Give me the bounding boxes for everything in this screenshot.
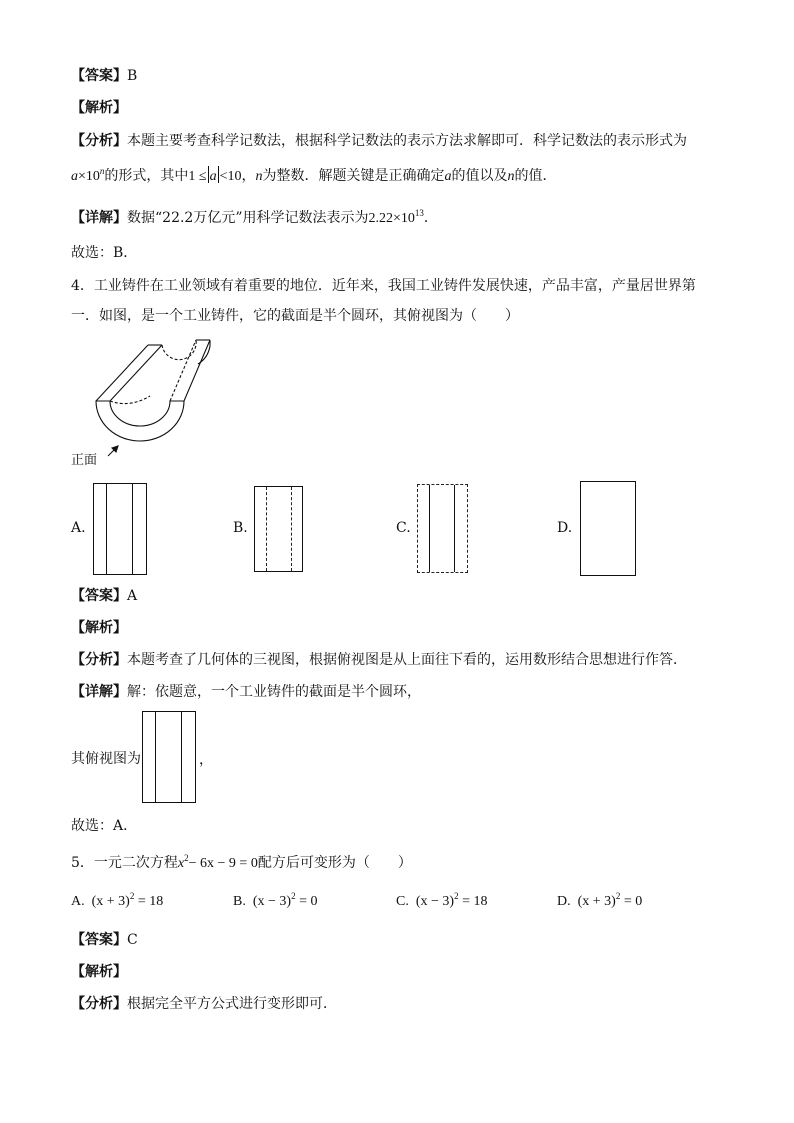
option-c-label: C.	[396, 520, 411, 536]
q3-fenxi-line	[71, 131, 687, 151]
option-label: B.	[233, 894, 246, 909]
integer-text: 为整数．解题关键是正确确定	[262, 168, 445, 184]
q5-fenxi-line	[71, 994, 337, 1014]
analysis-tag: 【解析】	[71, 100, 127, 116]
value-end: 的值．	[514, 168, 557, 184]
option-c-view	[417, 484, 468, 573]
q4-choose-line	[71, 816, 137, 836]
answer-tag: 【答案】	[71, 68, 127, 84]
front-label: 正面	[71, 453, 98, 468]
answer-tag: 【答案】	[71, 932, 127, 948]
equation-x: x	[177, 856, 185, 871]
dashed-line	[266, 487, 267, 571]
q4-view-line	[71, 749, 141, 769]
option-a-view	[93, 483, 147, 575]
form-text: 的形式，其中	[104, 168, 189, 184]
fenxi-text: 本题主要考查科学记数法，根据科学记数法的表示方法求解即可．科学记数法的表示形式为	[127, 133, 687, 149]
q4-stem-line-2	[71, 306, 519, 326]
option-lhs: (x + 3)	[577, 894, 616, 909]
n-var: n	[255, 169, 263, 184]
q5-stem-line	[71, 853, 412, 874]
solid-line	[132, 484, 133, 574]
fenxi-text: 本题考查了几何体的三视图，根据俯视图是从上面往下看的，运用数形结合思想进行作答．	[127, 652, 687, 668]
answer-top-view	[142, 711, 196, 803]
answer-value: C	[127, 932, 138, 948]
xiangjie-tag: 【详解】	[71, 684, 127, 700]
option-label: D.	[557, 894, 571, 909]
option-label: A.	[71, 894, 85, 909]
q3-answer-line	[71, 66, 137, 86]
sci-base: 2.22×10	[368, 211, 415, 226]
fenxi-text: 根据完全平方公式进行变形即可．	[127, 996, 337, 1012]
fenxi-tag: 【分析】	[71, 996, 127, 1012]
q5-option-d	[557, 891, 643, 910]
view-text: 其俯视图为	[71, 751, 141, 767]
formula-times10: ×10	[78, 169, 100, 184]
option-b-view	[254, 486, 303, 572]
q4-xiangjie-line	[71, 682, 421, 702]
q3-fenxi-line-2	[71, 166, 557, 187]
ineq-a: a	[209, 169, 217, 184]
option-exp: 2	[454, 891, 459, 901]
choose-text: 故选：B．	[71, 245, 138, 261]
q4-analysis-heading	[71, 618, 127, 638]
front-face	[96, 401, 184, 441]
option-exp: 2	[615, 891, 621, 901]
q3-xiangjie-line	[71, 208, 438, 229]
sci-end: ．	[423, 210, 438, 226]
option-exp: 2	[291, 891, 296, 901]
choose-text: 故选：A．	[71, 818, 138, 834]
formula-a: a	[71, 169, 78, 184]
q4-answer-line	[71, 586, 137, 606]
option-exp: 2	[129, 891, 135, 901]
q5-answer-line	[71, 930, 138, 950]
a-var: a	[444, 169, 452, 184]
xiangjie-text: 数据“22.2万亿元”用科学记数法表示为	[127, 210, 369, 226]
q5-option-c	[396, 891, 488, 910]
abs-bar-right	[218, 166, 219, 183]
option-lhs: (x + 3)	[91, 894, 130, 909]
ineq-right: <10	[219, 169, 242, 184]
solid-line	[429, 485, 430, 572]
view-end: ，	[199, 752, 213, 768]
option-lhs: (x − 3)	[415, 894, 455, 909]
solid-line	[181, 712, 182, 802]
q5-option-a	[71, 891, 164, 910]
q4-stem-line-1	[71, 276, 696, 296]
dashed-line	[291, 487, 292, 571]
q4-fenxi-line	[71, 650, 687, 670]
option-a-label: A.	[71, 520, 86, 536]
fenxi-tag: 【分析】	[71, 133, 127, 149]
option-d-view	[580, 481, 636, 576]
xiangjie-text: 解：依题意，一个工业铸件的截面是半个圆环，	[127, 684, 421, 700]
equation-rest: − 6x − 9 = 0	[188, 856, 258, 871]
analysis-tag: 【解析】	[71, 620, 127, 636]
option-b-label: B.	[233, 520, 248, 536]
casting-figure	[70, 336, 230, 468]
option-rhs: = 0	[623, 894, 643, 909]
q3-analysis-heading	[71, 98, 127, 118]
q4-stem-2: 一．如图，是一个工业铸件，它的截面是半个圆环，其俯视图为（ ）	[71, 308, 519, 324]
xiangjie-tag: 【详解】	[71, 210, 127, 226]
option-rhs: = 18	[137, 894, 164, 909]
option-rhs: = 0	[299, 894, 318, 909]
answer-value: A	[127, 588, 138, 604]
option-rhs: = 18	[462, 894, 488, 909]
option-lhs: (x − 3)	[252, 894, 292, 909]
solid-line	[106, 484, 107, 574]
equation-exp: 2	[184, 853, 189, 863]
q5-option-b	[233, 891, 318, 910]
option-d-label: D.	[557, 520, 573, 536]
answer-value: B	[127, 68, 138, 84]
n-var-2: n	[507, 169, 515, 184]
formula-exp: n	[99, 166, 105, 176]
abs-bar-left	[208, 166, 209, 183]
comma: ，	[241, 168, 256, 184]
solid-line	[155, 712, 156, 802]
q3-choose-line	[71, 243, 137, 263]
fenxi-tag: 【分析】	[71, 652, 127, 668]
option-label: C.	[396, 894, 409, 909]
ineq-left: 1 ≤	[188, 169, 207, 184]
value-text: 的值以及	[451, 168, 508, 184]
q5-stem: 5．一元二次方程	[71, 855, 178, 871]
sci-exp: 13	[414, 208, 424, 218]
q4-stem-1: 4．工业铸件在工业领域有着重要的地位．近年来，我国工业铸件发展快速，产品丰富，产量居世界第	[71, 278, 696, 294]
solid-line	[454, 485, 455, 572]
analysis-tag: 【解析】	[71, 964, 127, 980]
q5-stem-end: 配方后可变形为（ ）	[257, 855, 412, 871]
q5-analysis-heading	[71, 962, 127, 982]
answer-tag: 【答案】	[71, 588, 127, 604]
